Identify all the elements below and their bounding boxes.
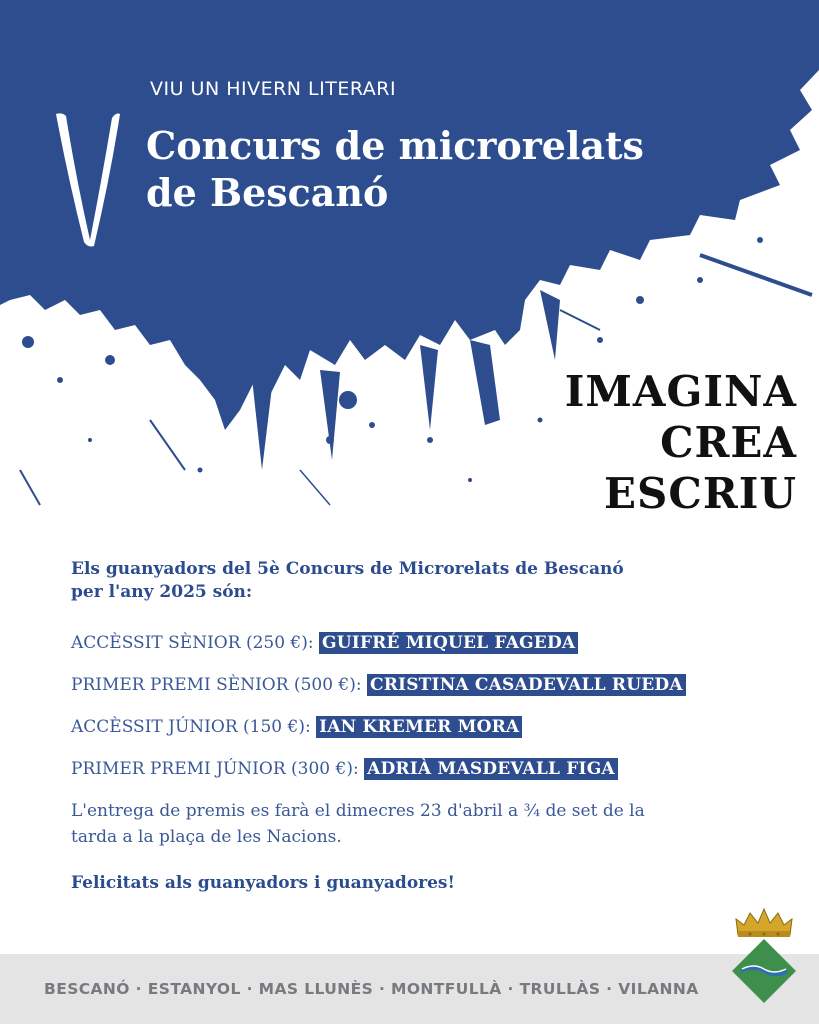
- prize-winner: IAN KREMER MORA: [316, 716, 522, 738]
- slogan: [565, 366, 797, 519]
- prize-row: [71, 672, 771, 698]
- event-kicker: VIU UN HIVERN LITERARI: [150, 78, 397, 100]
- prize-row: [71, 630, 771, 656]
- intro-text: [71, 558, 771, 604]
- prize-category: ACCÈSSIT JÚNIOR (150 €):: [71, 717, 311, 737]
- edition-numeral: [52, 108, 124, 252]
- prize-winner: CRISTINA CASADEVALL RUEDA: [367, 674, 686, 696]
- ceremony-line-2: tarda a la plaça de les Nacions.: [71, 827, 342, 847]
- congratulations-text: Felicitats als guanyadors i guanyadores!: [71, 873, 455, 893]
- prize-category: ACCÈSSIT SÈNIOR (250 €):: [71, 633, 314, 653]
- winners-announcement: [71, 558, 771, 896]
- prize-row: [71, 714, 771, 740]
- prize-category: PRIMER PREMI SÈNIOR (500 €):: [71, 675, 362, 695]
- slogan-escriu: ESCRIU: [604, 469, 797, 518]
- ceremony-info: [71, 798, 771, 850]
- title-line-1: Concurs de microrelats: [146, 123, 644, 168]
- prize-winner: GUIFRÉ MIQUEL FAGEDA: [319, 632, 578, 654]
- slogan-imagina: IMAGINA: [564, 367, 797, 416]
- intro-line-1: Els guanyadors del 5è Concurs de Microrelats de Bescanó: [71, 559, 624, 579]
- slogan-crea: CREA: [660, 418, 797, 467]
- prize-category: PRIMER PREMI JÚNIOR (300 €):: [71, 759, 359, 779]
- intro-line-2: per l'any 2025 són:: [71, 582, 253, 602]
- municipal-coat-of-arms-icon: [730, 905, 798, 1009]
- contest-title: [146, 122, 644, 216]
- towns-list: BESCANÓ · ESTANYOL · MAS LLUNÈS · MONTFULLÀ · TRULLÀS · VILANNA: [44, 980, 699, 998]
- prize-row: [71, 756, 771, 782]
- footer-bar: [0, 954, 819, 1024]
- ceremony-line-1: L'entrega de premis es farà el dimecres 23 d'abril a ¾ de set de la: [71, 801, 645, 821]
- title-line-2: de Bescanó: [146, 170, 389, 215]
- prize-winner: ADRIÀ MASDEVALL FIGA: [364, 758, 618, 780]
